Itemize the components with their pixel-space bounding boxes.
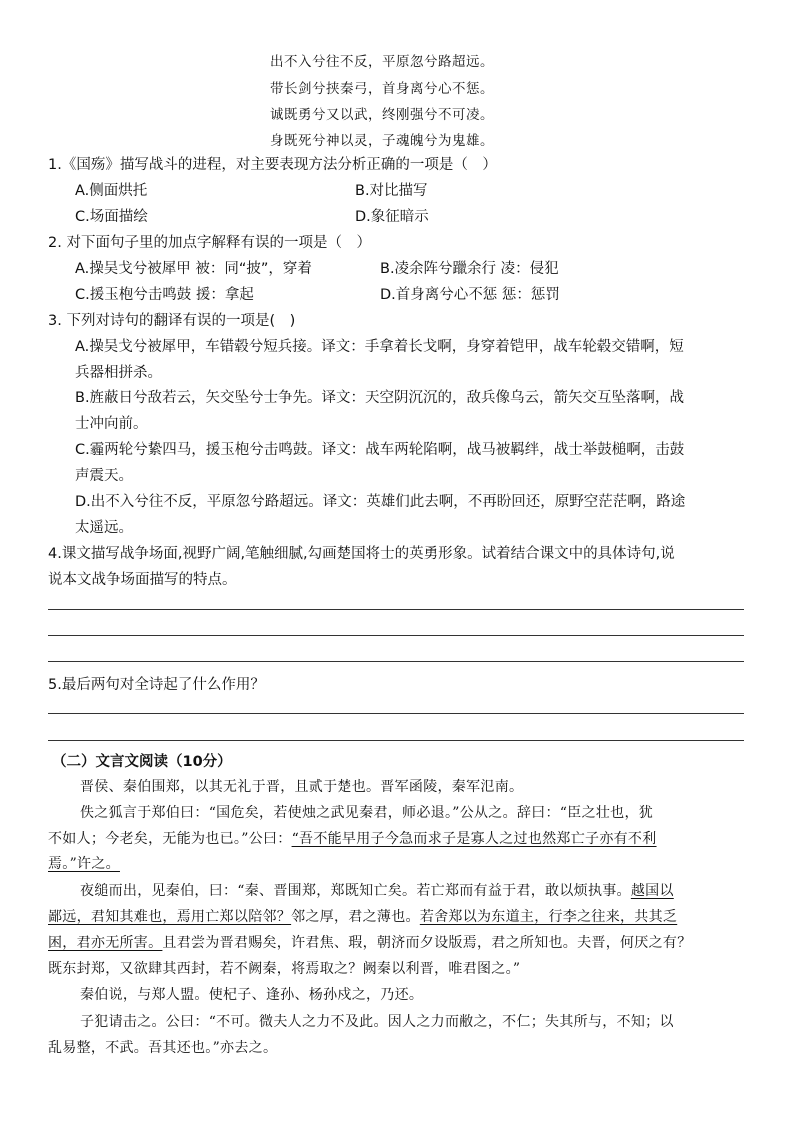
answer-line-q4-3[interactable] (48, 661, 744, 662)
passage-p3-text: 夜缒而出，见秦伯，曰：“秦、晋围郑，郑既知亡矣。若亡郑而有益于君，敢以烦执事。 (80, 883, 631, 899)
answer-line-q5-1[interactable] (48, 713, 744, 714)
question-2-option-a: A.操吴戈兮被犀甲 被：同“披”，穿着 (75, 261, 312, 277)
passage-p2-underlined-cont: 焉。”许之。 (48, 856, 120, 872)
question-3-stem: 3. 下列对诗句的翻译有误的一项是( ) (48, 313, 296, 329)
poem-line-4: 身既死兮神以灵，子魂魄兮为鬼雄。 (270, 133, 494, 149)
answer-line-q4-1[interactable] (48, 609, 744, 610)
passage-p3-line4: 既东封郑，又欲肆其西封，若不阙秦，将焉取之？阙秦以利晋，唯君图之。” (48, 961, 521, 977)
question-1-option-a: A.侧面烘托 (75, 183, 148, 199)
section-2-title: （二）文言文阅读（10分） (52, 754, 232, 770)
question-3-option-a: A.操吴戈兮被犀甲，车错毂兮短兵接。译文：手拿着长戈啊，身穿着铠甲，战车轮毂交错啊，短 (75, 339, 684, 355)
question-3-option-a-cont: 兵器相拼杀。 (75, 365, 162, 381)
question-4-stem-cont: 说本文战争场面描写的特点。 (48, 572, 237, 588)
passage-p3-line2 (48, 906, 677, 926)
question-3-option-b-cont: 士冲向前。 (75, 416, 148, 432)
question-2-option-d: D.首身离兮心不惩 惩：惩罚 (380, 287, 560, 303)
passage-p3-text-mid: 邻之厚，君之薄也。 (291, 909, 420, 925)
question-3-option-c: C.霾两轮兮絷四马，援玉枹兮击鸣鼓。译文：战车两轮陷啊，战马被羁绊，战士举鼓槌啊，击鼓 (75, 442, 685, 458)
poem-line-2: 带长剑兮挟秦弓，首身离兮心不惩。 (270, 81, 494, 97)
question-2-stem: 2. 对下面句子里的加点字解释有误的一项是（ ） (48, 235, 371, 251)
passage-p3-underlined-1: 越国以 (630, 883, 674, 899)
question-1-option-d: D.象征暗示 (355, 209, 429, 225)
passage-p3-line3 (48, 932, 692, 952)
passage-p2-line3 (48, 853, 120, 873)
passage-p2-line2 (48, 828, 657, 848)
passage-p3-underlined-3: 若舍郑以为东道主，行李之往来，共其乏 (419, 909, 678, 925)
question-3-option-c-cont: 声震天。 (75, 468, 133, 484)
question-4-stem: 4.课文描写战争场面,视野广阔,笔触细腻,勾画楚国将士的英勇形象。试着结合课文中的具体诗句,说 (48, 546, 675, 562)
passage-p3-underlined-4: 困，君亦无所害。 (48, 935, 163, 951)
poem-line-3: 诚既勇兮又以武，终刚强兮不可凌。 (270, 107, 494, 123)
question-1-stem: 1.《国殇》描写战斗的进程，对主要表现方法分析正确的一项是（ ） (48, 157, 497, 173)
question-3-option-d-cont: 太遥远。 (75, 520, 133, 536)
passage-p3-text-post: 且君尝为晋君赐矣，许君焦、瑕，朝济而夕设版焉，君之所知也。夫晋，何厌之有？ (162, 935, 692, 951)
question-3-option-d: D.出不入兮往不反，平原忽兮路超远。译文：英雄们此去啊，不再盼回还，原野空茫茫啊，路途 (75, 494, 686, 510)
passage-p3-line1 (80, 880, 674, 900)
passage-p4: 秦伯说，与郑人盟。使杞子、逢孙、杨孙戍之，乃还。 (80, 987, 424, 1003)
answer-line-q4-2[interactable] (48, 635, 744, 636)
answer-line-q5-2[interactable] (48, 740, 744, 741)
passage-p5-line2: 乱易整，不武。吾其还也。”亦去之。 (48, 1040, 278, 1056)
question-2-option-c: C.援玉枹兮击鸣鼓 援：拿起 (75, 287, 254, 303)
passage-p2-text: 不如人；今老矣，无能为也已。”公曰： (48, 831, 292, 847)
question-5-stem: 5.最后两句对全诗起了什么作用？ (48, 677, 265, 693)
question-1-option-b: B.对比描写 (355, 183, 428, 199)
passage-p2-line1: 佚之狐言于郑伯曰：“国危矣，若使烛之武见秦君，师必退。”公从之。辞曰：“臣之壮也，犹 (80, 805, 654, 821)
passage-p1: 晋侯、秦伯围郑，以其无礼于晋，且贰于楚也。晋军函陵，秦军氾南。 (80, 779, 524, 795)
passage-p3-underlined-2: 鄙远，君知其难也，焉用亡郑以陪邻？ (48, 909, 292, 925)
question-2-option-b: B.凌余阵兮躐余行 凌：侵犯 (380, 261, 559, 277)
question-3-option-b: B.旌蔽日兮敌若云，矢交坠兮士争先。译文：天空阴沉沉的，敌兵像乌云，箭矢交互坠落啊，战 (75, 390, 685, 406)
passage-p5-line1: 子犯请击之。公曰：“不可。微夫人之力不及此。因人之力而敝之，不仁；失其所与，不知；以 (80, 1014, 674, 1030)
question-1-option-c: C.场面描绘 (75, 209, 148, 225)
passage-p2-underlined: “吾不能早用子今急而求子是寡人之过也然郑亡子亦有不利 (291, 831, 657, 847)
poem-line-1: 出不入兮往不反，平原忽兮路超远。 (270, 54, 494, 70)
